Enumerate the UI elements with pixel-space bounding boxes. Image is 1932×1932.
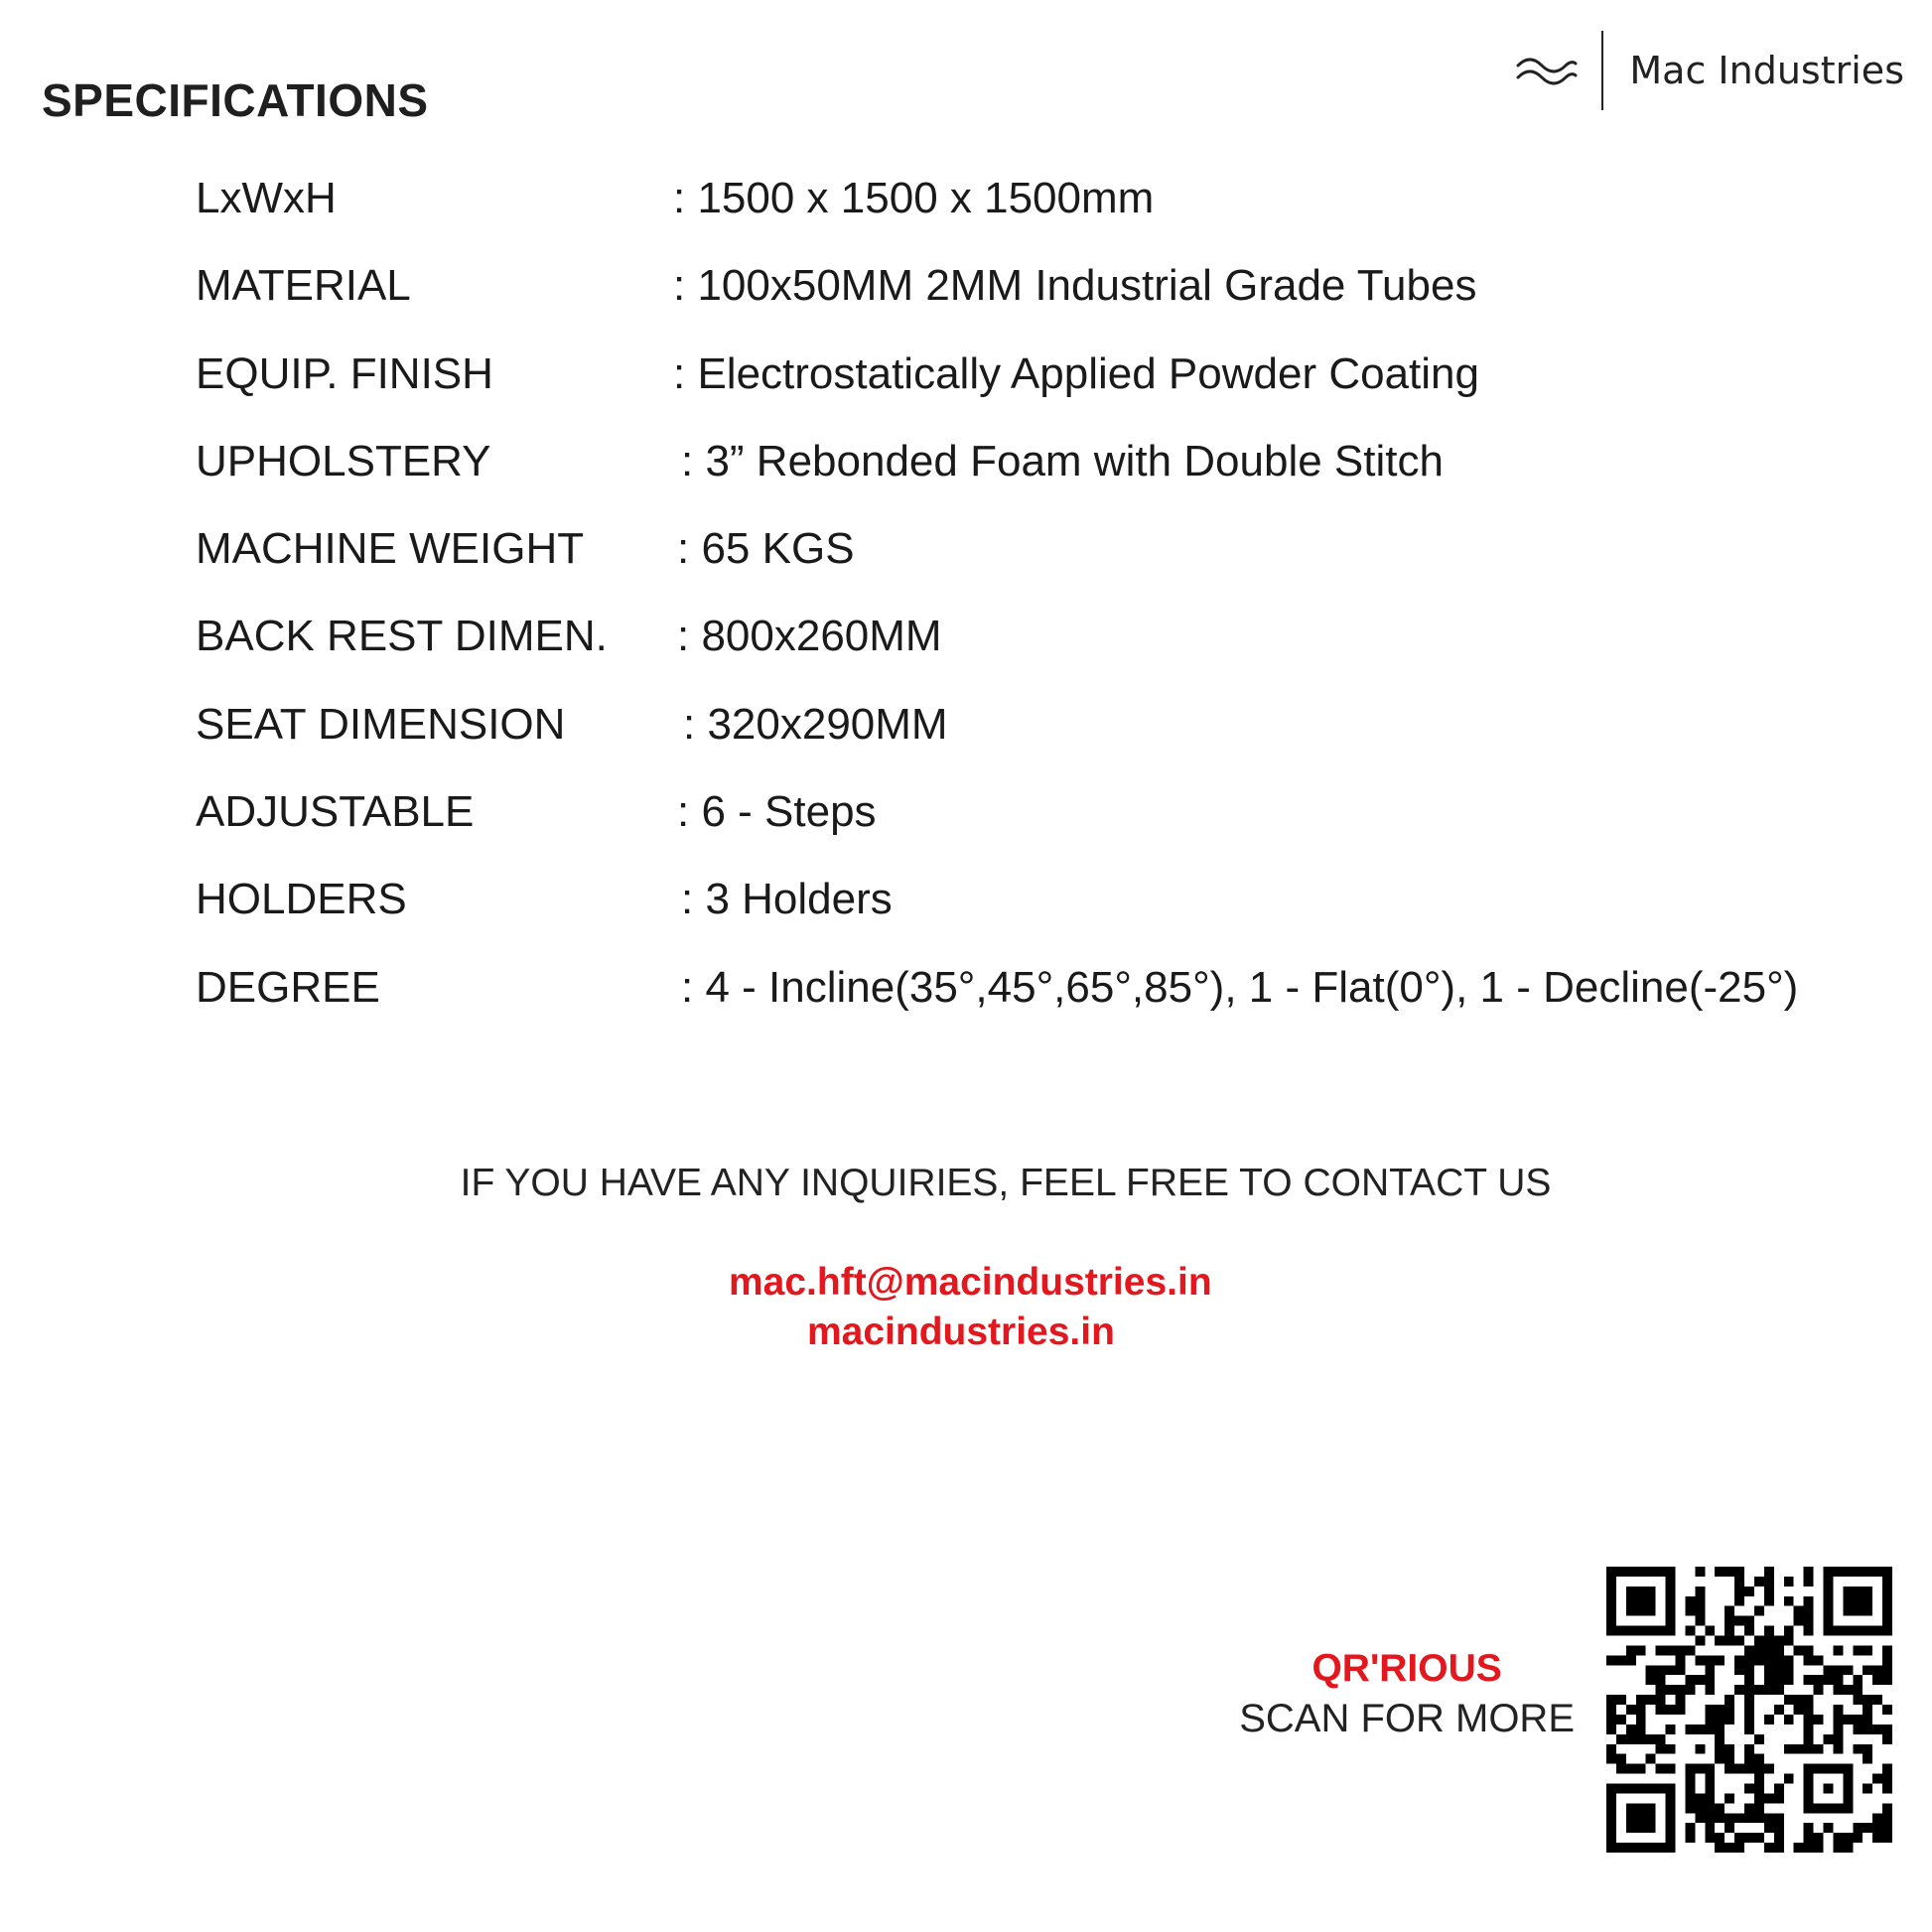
- spec-value: : 3 Holders: [681, 875, 893, 924]
- spec-value: : 100x50MM 2MM Industrial Grade Tubes: [673, 261, 1477, 311]
- qr-cta-label: SCAN FOR MORE: [1239, 1697, 1575, 1740]
- spec-value: : Electrostatically Applied Powder Coating: [673, 348, 1479, 398]
- spec-row: [196, 169, 1923, 256]
- spec-label: UPHOLSTERY: [196, 436, 491, 485]
- spec-label: SEAT DIMENSION: [196, 699, 566, 749]
- spec-row: [196, 256, 1923, 344]
- spec-label: ADJUSTABLE: [196, 787, 475, 837]
- qr-brand-label: QR'RIOUS: [1311, 1647, 1502, 1690]
- brand-divider: [1601, 31, 1603, 110]
- spec-row: [196, 782, 1923, 870]
- brand-header: [1514, 30, 1904, 111]
- brand-name: Mac Industries: [1629, 49, 1904, 92]
- spec-label: HOLDERS: [196, 875, 407, 924]
- qr-code-icon[interactable]: [1606, 1567, 1892, 1853]
- spec-row: [196, 432, 1923, 519]
- spec-list: [196, 169, 1923, 1045]
- website-link[interactable]: macindustries.in: [807, 1311, 1115, 1353]
- qr-caption: [1239, 1644, 1575, 1743]
- spec-value: : 6 - Steps: [677, 787, 877, 837]
- spec-row: [196, 607, 1923, 694]
- spec-label: LxWxH: [196, 174, 337, 222]
- page-title: SPECIFICATIONS: [42, 74, 429, 126]
- spec-row: [196, 345, 1923, 432]
- spec-label: BACK REST DIMEN.: [196, 612, 608, 661]
- waves-logo-icon: [1514, 54, 1578, 87]
- spec-value: : 1500 x 1500 x 1500mm: [673, 174, 1155, 222]
- spec-row: [196, 958, 1923, 1045]
- contact-heading: IF YOU HAVE ANY INQUIRIES, FEEL FREE TO CONTACT US: [460, 1162, 1552, 1204]
- spec-label: EQUIP. FINISH: [196, 348, 493, 398]
- spec-value: : 800x260MM: [677, 612, 942, 661]
- email-link[interactable]: mac.hft@macindustries.in: [729, 1261, 1212, 1304]
- spec-label: DEGREE: [196, 962, 380, 1012]
- spec-row: [196, 695, 1923, 782]
- spec-value: : 320x290MM: [683, 699, 948, 749]
- spec-value: : 3” Rebonded Foam with Double Stitch: [681, 436, 1444, 485]
- spec-value: : 65 KGS: [677, 524, 855, 574]
- spec-label: MACHINE WEIGHT: [196, 524, 585, 574]
- spec-row: [196, 870, 1923, 957]
- spec-value: : 4 - Incline(35°,45°,65°,85°), 1 - Flat(0°), 1 - Decline(-25°): [681, 962, 1799, 1012]
- spec-label: MATERIAL: [196, 261, 411, 311]
- spec-row: [196, 519, 1923, 607]
